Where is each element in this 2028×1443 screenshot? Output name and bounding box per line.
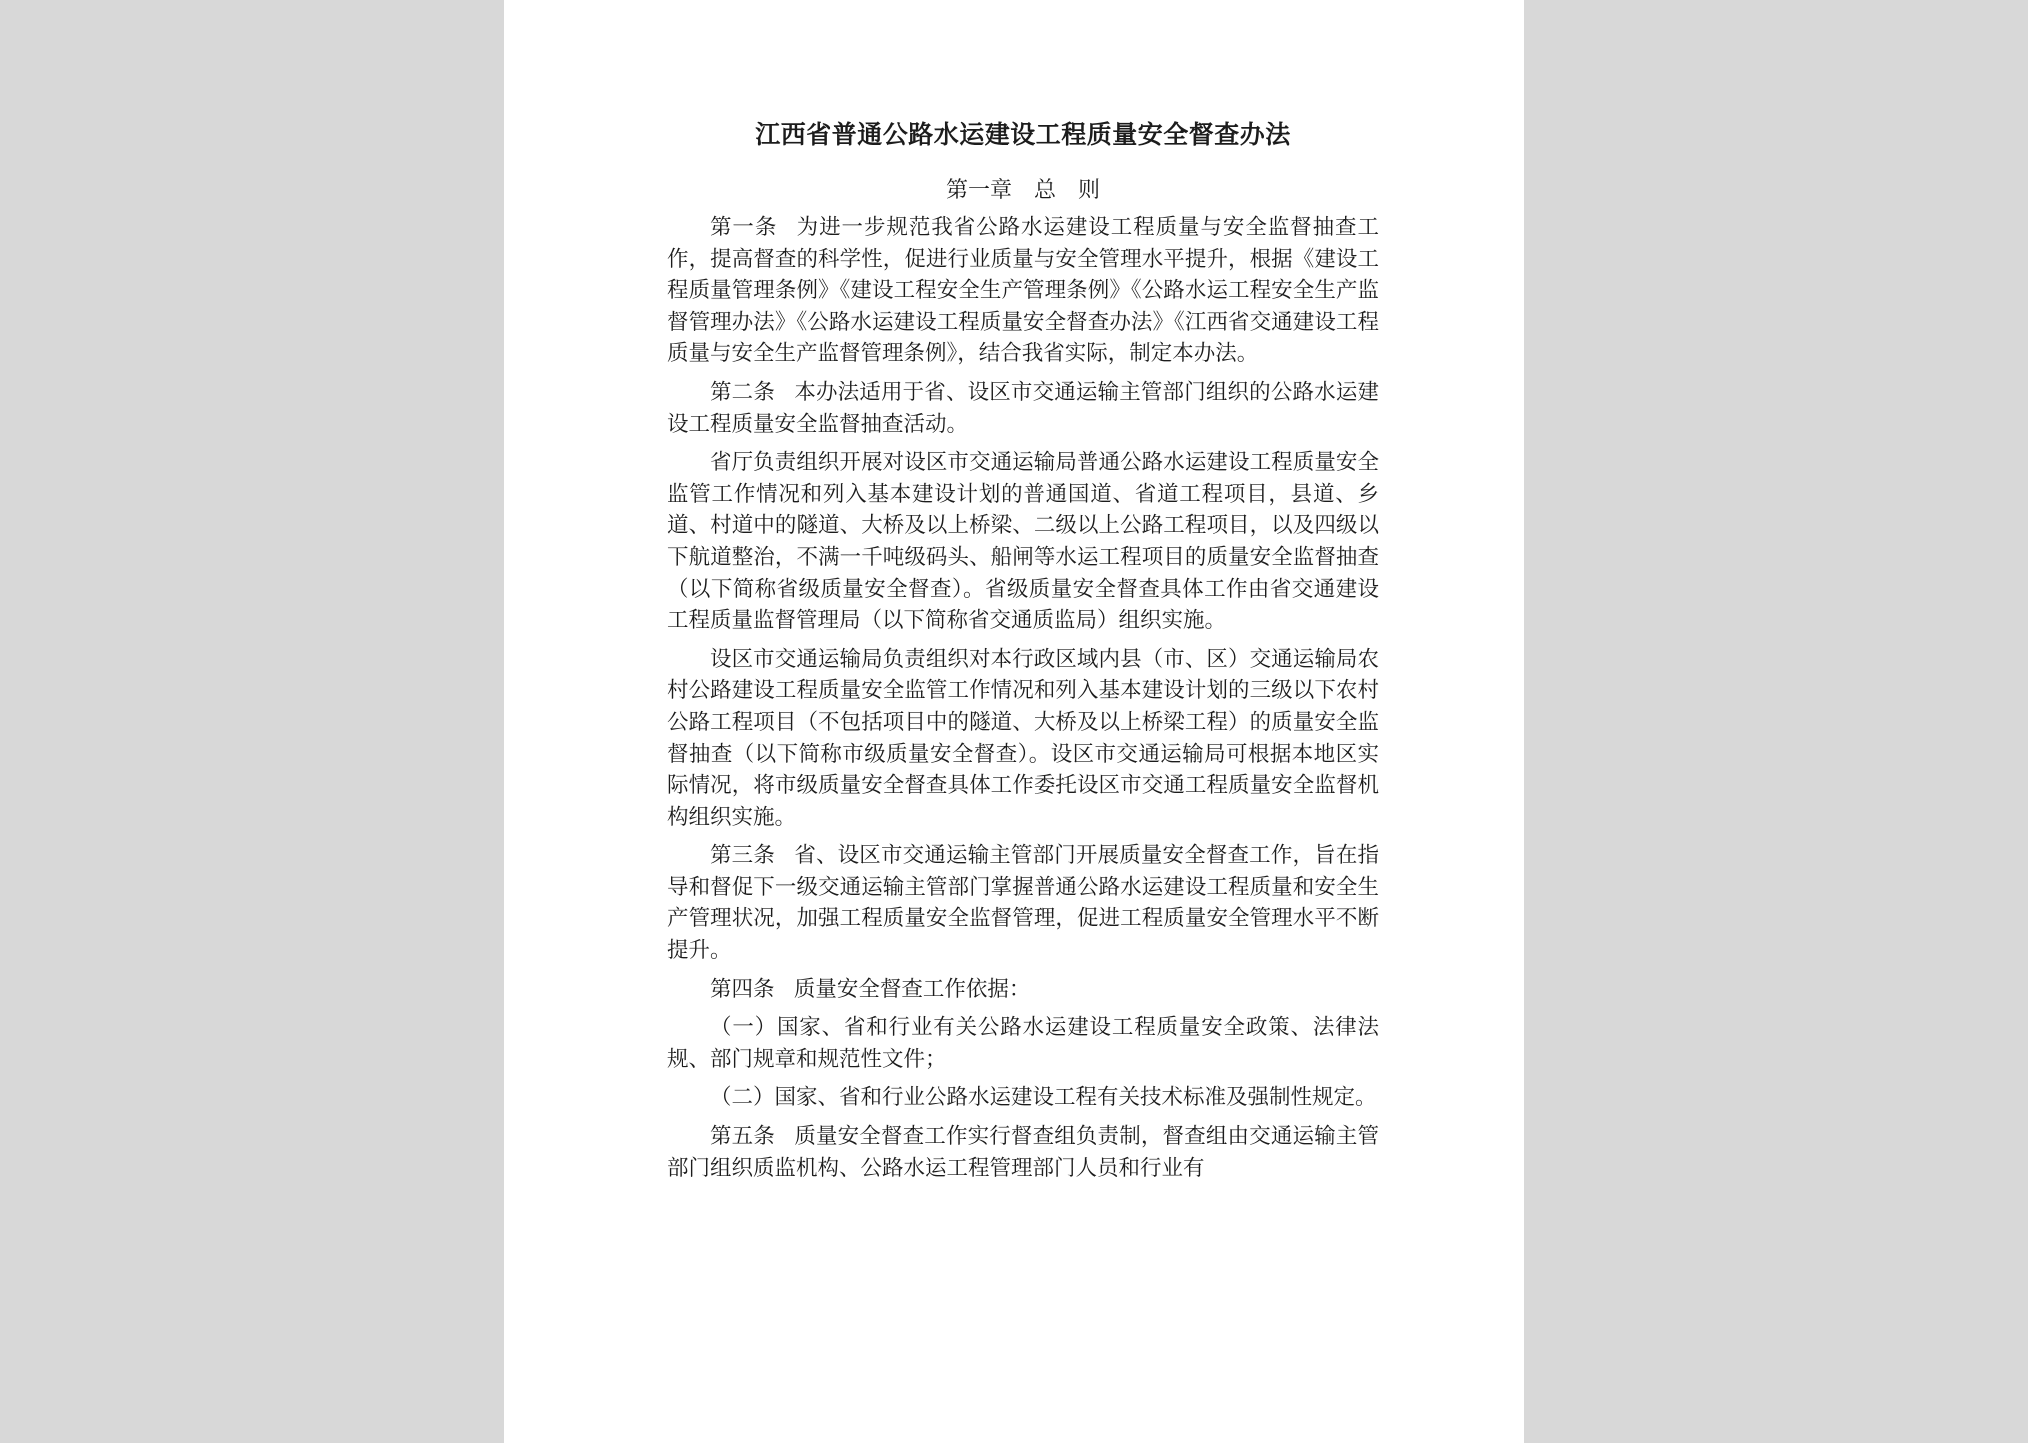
page-content — [667, 118, 1379, 1191]
paragraph — [667, 974, 1379, 1006]
paragraph-text: 质量安全督查工作依据： — [793, 976, 1031, 1002]
paragraph — [667, 377, 1379, 440]
document-page — [504, 0, 1524, 1443]
paragraph-list — [667, 212, 1379, 1184]
article-number: 第四条 — [710, 976, 775, 1002]
paragraph-text: 本办法适用于省、设区市交通运输主管部门组织的公路水运建设工程质量安全监督抽查活动。 — [667, 379, 1379, 437]
article-number: 第二条 — [710, 379, 775, 405]
paragraph — [667, 1121, 1379, 1184]
article-number: 第五条 — [710, 1124, 775, 1150]
paragraph — [667, 840, 1379, 966]
paragraph — [667, 1012, 1379, 1075]
chapter-heading: 第一章 总 则 — [945, 178, 1100, 203]
paragraph-text: 省厅负责组织开展对设区市交通运输局普通公路水运建设工程质量安全监管工作情况和列入基本建设计划的普通国道、省道工程项目，县道、乡道、村道中的隧道、大桥及以上桥梁、二级以上公路工程项目，以及四级以下航道整治，不满一千吨级码头、船闸等水运工程项目的质量安全监督抽查（以下简称省级质量安全督查）。省级质量安全督查具体工作由省交通建设工程质量监督管理局（以下简称省交通质监局）组织实施。 — [667, 450, 1379, 634]
paragraph-text: 为进一步规范我省公路水运建设工程质量与安全监督抽查工作，提高督查的科学性，促进行业质量与安全管理水平提升，根据《建设工程质量管理条例》《建设工程安全生产管理条例》《公路水运工程安全生产监督管理办法》《公路水运建设工程质量安全督查办法》《江西省交通建设工程质量与安全生产监督管理条例》，结合我省实际，制定本办法。 — [667, 215, 1379, 367]
paragraph — [667, 644, 1379, 834]
paragraph — [667, 1082, 1379, 1114]
article-number: 第三条 — [710, 843, 775, 869]
document-title: 江西省普通公路水运建设工程质量安全督查办法 — [755, 120, 1291, 149]
paragraph — [667, 447, 1379, 637]
paragraph — [667, 212, 1379, 370]
paragraph-text: 设区市交通运输局负责组织对本行政区域内县（市、区）交通运输局农村公路建设工程质量安全监管工作情况和列入基本建设计划的三级以下农村公路工程项目（不包括项目中的隧道、大桥及以上桥梁工程）的质量安全监督抽查（以下简称市级质量安全督查）。设区市交通运输局可根据本地区实际情况，将市级质量安全督查具体工作委托设区市交通工程质量安全监督机构组织实施。 — [667, 646, 1379, 830]
paragraph-text: （一）国家、省和行业有关公路水运建设工程质量安全政策、法律法规、部门规章和规范性文件； — [667, 1015, 1379, 1072]
paragraph-text: 省、设区市交通运输主管部门开展质量安全督查工作，旨在指导和督促下一级交通运输主管部门掌握普通公路水运建设工程质量和安全生产管理状况，加强工程质量安全监督管理，促进工程质量安全管理水平不断提升。 — [667, 843, 1379, 964]
article-number: 第一条 — [710, 215, 778, 240]
paragraph-text: 质量安全督查工作实行督查组负责制，督查组由交通运输主管部门组织质监机构、公路水运工程管理部门人员和行业有 — [667, 1124, 1379, 1181]
paragraph-text: （二）国家、省和行业公路水运建设工程有关技术标准及强制性规定。 — [710, 1085, 1377, 1111]
